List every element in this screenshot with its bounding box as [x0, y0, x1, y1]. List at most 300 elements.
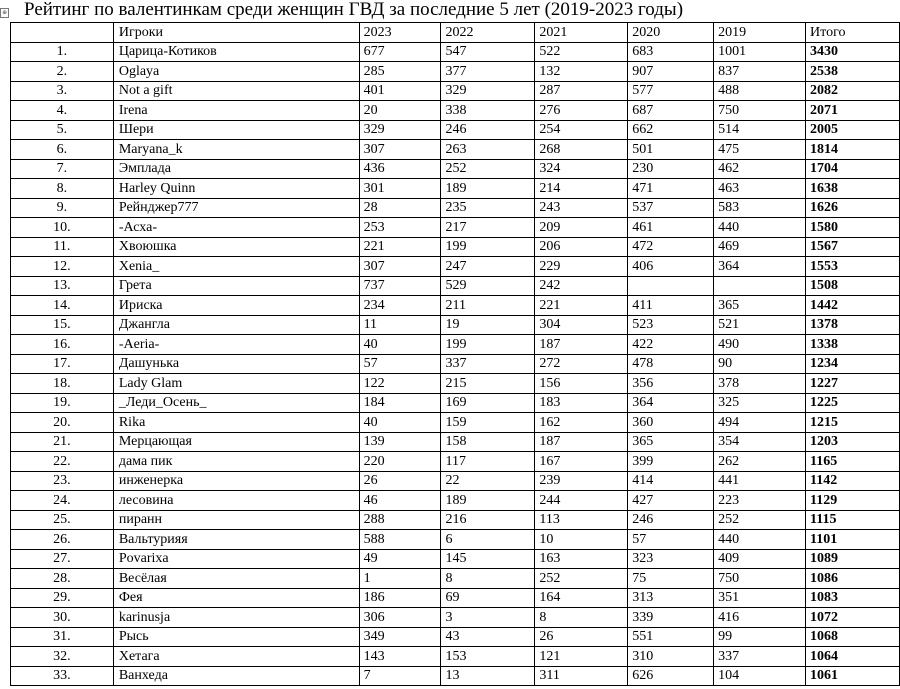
year-value-cell: 8 — [535, 608, 628, 628]
total-cell: 1165 — [806, 452, 900, 472]
year-value-cell: 494 — [714, 413, 806, 433]
year-value-cell: 206 — [535, 237, 628, 257]
total-cell: 2538 — [806, 62, 900, 82]
year-value-cell: 163 — [535, 549, 628, 569]
year-value-cell: 422 — [628, 335, 714, 355]
year-value-cell: 311 — [535, 666, 628, 686]
year-value-cell: 514 — [714, 120, 806, 140]
column-header: 2020 — [628, 23, 714, 43]
year-value-cell: 750 — [714, 569, 806, 589]
table-row — [11, 569, 900, 589]
rank-cell: 15. — [11, 315, 114, 335]
year-value-cell: 547 — [441, 42, 535, 62]
player-name-cell: Oglaya — [113, 62, 359, 82]
rank-cell: 20. — [11, 413, 114, 433]
rank-cell: 13. — [11, 276, 114, 296]
player-name-cell: Irena — [113, 101, 359, 121]
year-value-cell: 472 — [628, 237, 714, 257]
year-value-cell: 537 — [628, 198, 714, 218]
year-value-cell: 69 — [441, 588, 535, 608]
column-header: 2022 — [441, 23, 535, 43]
year-value-cell: 28 — [359, 198, 441, 218]
table-row — [11, 608, 900, 628]
table-row — [11, 354, 900, 374]
year-value-cell: 104 — [714, 666, 806, 686]
player-name-cell: Шери — [113, 120, 359, 140]
table-row — [11, 588, 900, 608]
year-value-cell: 243 — [535, 198, 628, 218]
year-value-cell: 272 — [535, 354, 628, 374]
year-value-cell: 40 — [359, 413, 441, 433]
year-value-cell: 677 — [359, 42, 441, 62]
year-value-cell: 3 — [441, 608, 535, 628]
year-value-cell: 246 — [628, 510, 714, 530]
total-cell: 1089 — [806, 549, 900, 569]
year-value-cell: 199 — [441, 237, 535, 257]
year-value-cell: 187 — [535, 335, 628, 355]
year-value-cell: 521 — [714, 315, 806, 335]
year-value-cell: 301 — [359, 179, 441, 199]
year-value-cell: 19 — [441, 315, 535, 335]
year-value-cell: 462 — [714, 159, 806, 179]
year-value-cell: 414 — [628, 471, 714, 491]
total-cell: 2005 — [806, 120, 900, 140]
table-header-row — [11, 23, 900, 43]
year-value-cell: 153 — [441, 647, 535, 667]
rank-cell: 6. — [11, 140, 114, 160]
year-value-cell: 471 — [628, 179, 714, 199]
table-row — [11, 666, 900, 686]
year-value-cell: 132 — [535, 62, 628, 82]
column-header: Итого — [806, 23, 900, 43]
table-row — [11, 647, 900, 667]
rank-cell: 10. — [11, 218, 114, 238]
total-cell: 1215 — [806, 413, 900, 433]
rank-cell: 19. — [11, 393, 114, 413]
table-row — [11, 276, 900, 296]
year-value-cell: 46 — [359, 491, 441, 511]
table-row — [11, 315, 900, 335]
year-value-cell: 461 — [628, 218, 714, 238]
rank-cell: 4. — [11, 101, 114, 121]
table-row — [11, 101, 900, 121]
player-name-cell: Рысь — [113, 627, 359, 647]
total-cell: 1083 — [806, 588, 900, 608]
player-name-cell: Грета — [113, 276, 359, 296]
year-value-cell: 750 — [714, 101, 806, 121]
year-value-cell: 169 — [441, 393, 535, 413]
year-value-cell: 216 — [441, 510, 535, 530]
table-row — [11, 42, 900, 62]
table-row — [11, 81, 900, 101]
total-cell: 1626 — [806, 198, 900, 218]
total-cell: 1061 — [806, 666, 900, 686]
table-row — [11, 296, 900, 316]
year-value-cell: 285 — [359, 62, 441, 82]
year-value-cell: 323 — [628, 549, 714, 569]
rank-cell: 16. — [11, 335, 114, 355]
year-value-cell: 26 — [359, 471, 441, 491]
table-row — [11, 198, 900, 218]
year-value-cell: 469 — [714, 237, 806, 257]
table-row — [11, 549, 900, 569]
table-row — [11, 530, 900, 550]
rank-cell: 25. — [11, 510, 114, 530]
table-row — [11, 510, 900, 530]
year-value-cell: 364 — [714, 257, 806, 277]
year-value-cell: 221 — [359, 237, 441, 257]
player-name-cell: Фея — [113, 588, 359, 608]
year-value-cell: 11 — [359, 315, 441, 335]
table-row — [11, 432, 900, 452]
rank-cell: 29. — [11, 588, 114, 608]
year-value-cell: 325 — [714, 393, 806, 413]
player-name-cell: Мерцающая — [113, 432, 359, 452]
year-value-cell: 159 — [441, 413, 535, 433]
year-value-cell: 488 — [714, 81, 806, 101]
column-header: 2023 — [359, 23, 441, 43]
total-cell: 1203 — [806, 432, 900, 452]
year-value-cell: 349 — [359, 627, 441, 647]
year-value-cell: 360 — [628, 413, 714, 433]
year-value-cell: 121 — [535, 647, 628, 667]
total-cell: 1508 — [806, 276, 900, 296]
year-value-cell: 475 — [714, 140, 806, 160]
year-value-cell: 20 — [359, 101, 441, 121]
year-value-cell: 478 — [628, 354, 714, 374]
table-row — [11, 257, 900, 277]
column-header: 2021 — [535, 23, 628, 43]
year-value-cell: 8 — [441, 569, 535, 589]
year-value-cell: 490 — [714, 335, 806, 355]
total-cell: 1086 — [806, 569, 900, 589]
year-value-cell: 164 — [535, 588, 628, 608]
player-name-cell: karinusja — [113, 608, 359, 628]
player-name-cell: Весёлая — [113, 569, 359, 589]
year-value-cell — [714, 276, 806, 296]
rating-table — [10, 22, 900, 686]
total-cell: 1227 — [806, 374, 900, 394]
total-cell: 2082 — [806, 81, 900, 101]
rank-cell: 22. — [11, 452, 114, 472]
year-value-cell: 337 — [441, 354, 535, 374]
year-value-cell: 441 — [714, 471, 806, 491]
year-value-cell — [628, 276, 714, 296]
table-row — [11, 452, 900, 472]
year-value-cell: 221 — [535, 296, 628, 316]
player-name-cell: _Леди_Осень_ — [113, 393, 359, 413]
year-value-cell: 551 — [628, 627, 714, 647]
table-row — [11, 393, 900, 413]
year-value-cell: 262 — [714, 452, 806, 472]
year-value-cell: 49 — [359, 549, 441, 569]
total-cell: 1638 — [806, 179, 900, 199]
year-value-cell: 211 — [441, 296, 535, 316]
year-value-cell: 287 — [535, 81, 628, 101]
year-value-cell: 529 — [441, 276, 535, 296]
table-row — [11, 62, 900, 82]
column-header: Игроки — [113, 23, 359, 43]
year-value-cell: 117 — [441, 452, 535, 472]
table-row — [11, 374, 900, 394]
player-name-cell: Дашунька — [113, 354, 359, 374]
total-cell: 1338 — [806, 335, 900, 355]
year-value-cell: 57 — [628, 530, 714, 550]
rank-cell: 23. — [11, 471, 114, 491]
table-row — [11, 120, 900, 140]
year-value-cell: 252 — [714, 510, 806, 530]
rank-cell: 1. — [11, 42, 114, 62]
rank-cell: 8. — [11, 179, 114, 199]
year-value-cell: 310 — [628, 647, 714, 667]
total-cell: 1378 — [806, 315, 900, 335]
table-row — [11, 218, 900, 238]
year-value-cell: 338 — [441, 101, 535, 121]
year-value-cell: 239 — [535, 471, 628, 491]
player-name-cell: Rika — [113, 413, 359, 433]
year-value-cell: 304 — [535, 315, 628, 335]
rank-cell: 17. — [11, 354, 114, 374]
total-cell: 1814 — [806, 140, 900, 160]
rank-cell: 27. — [11, 549, 114, 569]
year-value-cell: 220 — [359, 452, 441, 472]
year-value-cell: 90 — [714, 354, 806, 374]
year-value-cell: 837 — [714, 62, 806, 82]
year-value-cell: 626 — [628, 666, 714, 686]
year-value-cell: 307 — [359, 140, 441, 160]
player-name-cell: -Aeria- — [113, 335, 359, 355]
year-value-cell: 167 — [535, 452, 628, 472]
year-value-cell: 183 — [535, 393, 628, 413]
year-value-cell: 244 — [535, 491, 628, 511]
year-value-cell: 57 — [359, 354, 441, 374]
year-value-cell: 411 — [628, 296, 714, 316]
year-value-cell: 230 — [628, 159, 714, 179]
year-value-cell: 75 — [628, 569, 714, 589]
year-value-cell: 324 — [535, 159, 628, 179]
year-value-cell: 440 — [714, 218, 806, 238]
rank-cell: 5. — [11, 120, 114, 140]
year-value-cell: 399 — [628, 452, 714, 472]
player-name-cell: Эмплада — [113, 159, 359, 179]
player-name-cell: Хвоюшка — [113, 237, 359, 257]
total-cell: 1072 — [806, 608, 900, 628]
year-value-cell: 254 — [535, 120, 628, 140]
year-value-cell: 139 — [359, 432, 441, 452]
year-value-cell: 214 — [535, 179, 628, 199]
player-name-cell: Вальтурияя — [113, 530, 359, 550]
total-cell: 1442 — [806, 296, 900, 316]
year-value-cell: 365 — [628, 432, 714, 452]
rank-cell: 7. — [11, 159, 114, 179]
year-value-cell: 6 — [441, 530, 535, 550]
year-value-cell: 337 — [714, 647, 806, 667]
total-cell: 1704 — [806, 159, 900, 179]
rank-cell: 9. — [11, 198, 114, 218]
rank-cell: 31. — [11, 627, 114, 647]
year-value-cell: 523 — [628, 315, 714, 335]
rank-cell: 12. — [11, 257, 114, 277]
column-header: 2019 — [714, 23, 806, 43]
year-value-cell: 436 — [359, 159, 441, 179]
year-value-cell: 199 — [441, 335, 535, 355]
year-value-cell: 1 — [359, 569, 441, 589]
player-name-cell: Lady Glam — [113, 374, 359, 394]
year-value-cell: 252 — [441, 159, 535, 179]
rank-cell: 30. — [11, 608, 114, 628]
table-row — [11, 179, 900, 199]
page-title: Рейтинг по валентинкам среди женщин ГВД за последние 5 лет (2019-2023 годы) — [24, 0, 684, 20]
player-name-cell: Рейнджер777 — [113, 198, 359, 218]
year-value-cell: 122 — [359, 374, 441, 394]
rank-cell: 14. — [11, 296, 114, 316]
year-value-cell: 306 — [359, 608, 441, 628]
total-cell: 1580 — [806, 218, 900, 238]
year-value-cell: 737 — [359, 276, 441, 296]
player-name-cell: Джангла — [113, 315, 359, 335]
player-name-cell: дама пик — [113, 452, 359, 472]
year-value-cell: 307 — [359, 257, 441, 277]
year-value-cell: 40 — [359, 335, 441, 355]
year-value-cell: 187 — [535, 432, 628, 452]
year-value-cell: 143 — [359, 647, 441, 667]
total-cell: 1234 — [806, 354, 900, 374]
year-value-cell: 339 — [628, 608, 714, 628]
rank-cell: 33. — [11, 666, 114, 686]
year-value-cell: 252 — [535, 569, 628, 589]
rank-cell: 3. — [11, 81, 114, 101]
year-value-cell: 329 — [359, 120, 441, 140]
table-body — [11, 42, 900, 686]
player-name-cell: Not a gift — [113, 81, 359, 101]
table-row — [11, 237, 900, 257]
year-value-cell: 588 — [359, 530, 441, 550]
table-row — [11, 159, 900, 179]
year-value-cell: 463 — [714, 179, 806, 199]
year-value-cell: 522 — [535, 42, 628, 62]
year-value-cell: 229 — [535, 257, 628, 277]
year-value-cell: 378 — [714, 374, 806, 394]
total-cell: 1142 — [806, 471, 900, 491]
year-value-cell: 683 — [628, 42, 714, 62]
year-value-cell: 351 — [714, 588, 806, 608]
year-value-cell: 246 — [441, 120, 535, 140]
year-value-cell: 354 — [714, 432, 806, 452]
year-value-cell: 145 — [441, 549, 535, 569]
year-value-cell: 365 — [714, 296, 806, 316]
total-cell: 1115 — [806, 510, 900, 530]
year-value-cell: 364 — [628, 393, 714, 413]
player-name-cell: -Асха- — [113, 218, 359, 238]
year-value-cell: 577 — [628, 81, 714, 101]
rank-cell: 2. — [11, 62, 114, 82]
year-value-cell: 234 — [359, 296, 441, 316]
rank-cell: 18. — [11, 374, 114, 394]
year-value-cell: 687 — [628, 101, 714, 121]
total-cell: 2071 — [806, 101, 900, 121]
table-row — [11, 335, 900, 355]
year-value-cell: 209 — [535, 218, 628, 238]
year-value-cell: 501 — [628, 140, 714, 160]
rank-cell: 24. — [11, 491, 114, 511]
year-value-cell: 662 — [628, 120, 714, 140]
player-name-cell: Ириска — [113, 296, 359, 316]
year-value-cell: 288 — [359, 510, 441, 530]
total-cell: 1567 — [806, 237, 900, 257]
total-cell: 1553 — [806, 257, 900, 277]
year-value-cell: 247 — [441, 257, 535, 277]
year-value-cell: 268 — [535, 140, 628, 160]
player-name-cell: Ванхеда — [113, 666, 359, 686]
year-value-cell: 158 — [441, 432, 535, 452]
rank-cell: 32. — [11, 647, 114, 667]
player-name-cell: Xenia_ — [113, 257, 359, 277]
year-value-cell: 162 — [535, 413, 628, 433]
year-value-cell: 409 — [714, 549, 806, 569]
player-name-cell: Царица-Котиков — [113, 42, 359, 62]
year-value-cell: 440 — [714, 530, 806, 550]
total-cell: 1101 — [806, 530, 900, 550]
year-value-cell: 406 — [628, 257, 714, 277]
rank-cell: 28. — [11, 569, 114, 589]
rank-cell: 21. — [11, 432, 114, 452]
year-value-cell: 7 — [359, 666, 441, 686]
year-value-cell: 223 — [714, 491, 806, 511]
year-value-cell: 242 — [535, 276, 628, 296]
year-value-cell: 313 — [628, 588, 714, 608]
table-row — [11, 627, 900, 647]
year-value-cell: 416 — [714, 608, 806, 628]
column-header — [11, 23, 114, 43]
year-value-cell: 253 — [359, 218, 441, 238]
year-value-cell: 356 — [628, 374, 714, 394]
total-cell: 1068 — [806, 627, 900, 647]
year-value-cell: 215 — [441, 374, 535, 394]
year-value-cell: 235 — [441, 198, 535, 218]
year-value-cell: 99 — [714, 627, 806, 647]
year-value-cell: 113 — [535, 510, 628, 530]
year-value-cell: 263 — [441, 140, 535, 160]
year-value-cell: 276 — [535, 101, 628, 121]
year-value-cell: 401 — [359, 81, 441, 101]
year-value-cell: 377 — [441, 62, 535, 82]
year-value-cell: 186 — [359, 588, 441, 608]
year-value-cell: 43 — [441, 627, 535, 647]
year-value-cell: 907 — [628, 62, 714, 82]
player-name-cell: лесовина — [113, 491, 359, 511]
anchor-icon: ⊕ — [1, 10, 8, 16]
year-value-cell: 1001 — [714, 42, 806, 62]
year-value-cell: 13 — [441, 666, 535, 686]
total-cell: 1064 — [806, 647, 900, 667]
table-row — [11, 491, 900, 511]
player-name-cell: инженерка — [113, 471, 359, 491]
year-value-cell: 189 — [441, 491, 535, 511]
total-cell: 1225 — [806, 393, 900, 413]
player-name-cell: Harley Quinn — [113, 179, 359, 199]
player-name-cell: Povarixa — [113, 549, 359, 569]
total-cell: 1129 — [806, 491, 900, 511]
year-value-cell: 156 — [535, 374, 628, 394]
year-value-cell: 189 — [441, 179, 535, 199]
year-value-cell: 22 — [441, 471, 535, 491]
year-value-cell: 329 — [441, 81, 535, 101]
table-row — [11, 471, 900, 491]
year-value-cell: 583 — [714, 198, 806, 218]
year-value-cell: 26 — [535, 627, 628, 647]
table-row — [11, 140, 900, 160]
player-name-cell: пиранн — [113, 510, 359, 530]
